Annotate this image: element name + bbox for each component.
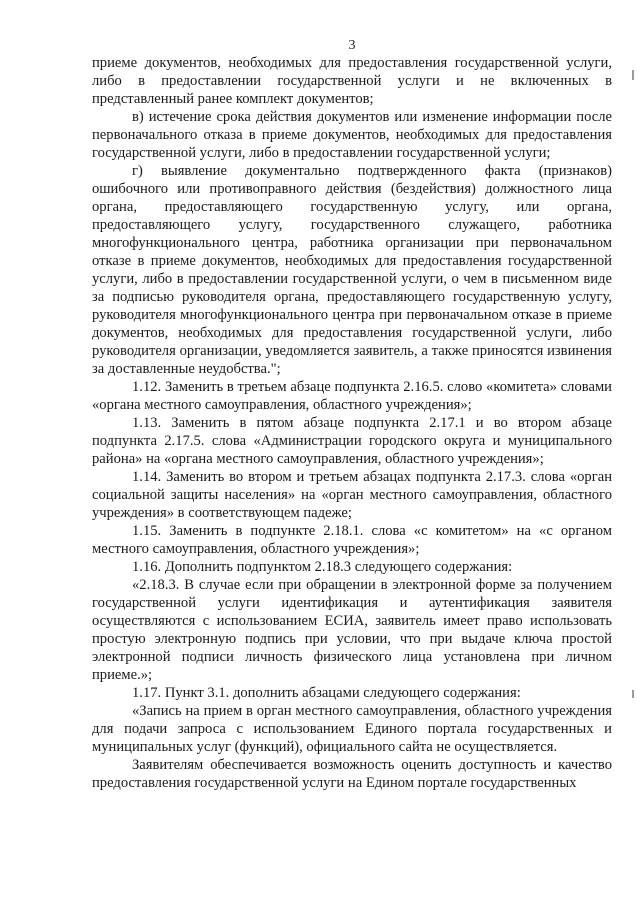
paragraph-appointment: «Запись на прием в орган местного самоуправления, областного учреждения для подачи запроса с использованием Единого портала государственных и муниципальных услуг (функций), официального сайта не осуществляется. — [92, 703, 612, 755]
paragraph-continuation: приеме документов, необходимых для предоставления государственной услуги, либо в предоставлении государственной услуги и не включенных в представленный ранее комплект документов; — [92, 55, 612, 107]
scan-edge-mark — [632, 690, 634, 698]
page-number: 3 — [348, 38, 356, 53]
paragraph-1-14: 1.14. Заменить во втором и третьем абзацах подпункта 2.17.3. слова «орган социальной защиты населения» на «орган местного самоуправления, областного учреждения» в соответствующем падеже; — [92, 469, 612, 521]
paragraph-1-12: 1.12. Заменить в третьем абзаце подпункта 2.16.5. слово «комитета» словами «органа местного самоуправления, областного учреждения»; — [92, 379, 612, 413]
paragraph-1-16: 1.16. Дополнить подпунктом 2.18.3 следующего содержания: — [132, 559, 513, 575]
paragraph-evaluation: Заявителям обеспечивается возможность оценить доступность и качество предоставления государственной услуги на Едином портале государственных — [92, 757, 612, 791]
paragraph-1-13: 1.13. Заменить в пятом абзаце подпункта 2.17.1 и во втором абзаце подпункта 2.17.5. слова «Администрации городского округа и муниципального района» на «органа местного самоуправления, областного учреждения»; — [92, 415, 612, 467]
paragraph-1-15: 1.15. Заменить в подпункте 2.18.1. слова «с комитетом» на «с органом местного самоуправления, областного учреждения»; — [92, 523, 612, 557]
document-body — [92, 54, 612, 792]
document-page — [92, 0, 612, 905]
paragraph-1-17: 1.17. Пункт 3.1. дополнить абзацами следующего содержания: — [132, 685, 521, 701]
paragraph-item-g: г) выявление документально подтвержденного факта (признаков) ошибочного или противоправного действия (бездействия) должностного лица органа, предоставляющего государственную услугу, или органа, предоставляющего услугу, государственного служащего, работника многофункционального центра, работника организации при первоначальном отказе в приеме документов, необходимых для предоставления государственной услуги, либо в предоставлении государственной услуги, о чем в письменном виде за подписью руководителя органа, предоставляющего государственную услугу, руководителя многофункционального центра при первоначальном отказе в приеме документов, необходимых для предоставления государственной услуги, либо руководителя организации, уведомляется заявитель, а также приносятся извинения за доставленные неудобства."; — [92, 163, 612, 377]
scan-edge-mark — [632, 70, 634, 80]
paragraph-2-18-3: «2.18.3. В случае если при обращении в электронной форме за получением государственной услуги идентификация и аутентификация заявителя осуществляются с использованием ЕСИА, заявитель имеет право использовать простую электронную подпись при условии, что при выдаче ключа простой электронной подписи личность физического лица установлена при личном приеме.»; — [92, 577, 612, 683]
paragraph-item-v: в) истечение срока действия документов или изменение информации после первоначального отказа в приеме документов, необходимых для предоставления государственной услуги, либо в предоставлении государственной услуги; — [92, 109, 612, 161]
